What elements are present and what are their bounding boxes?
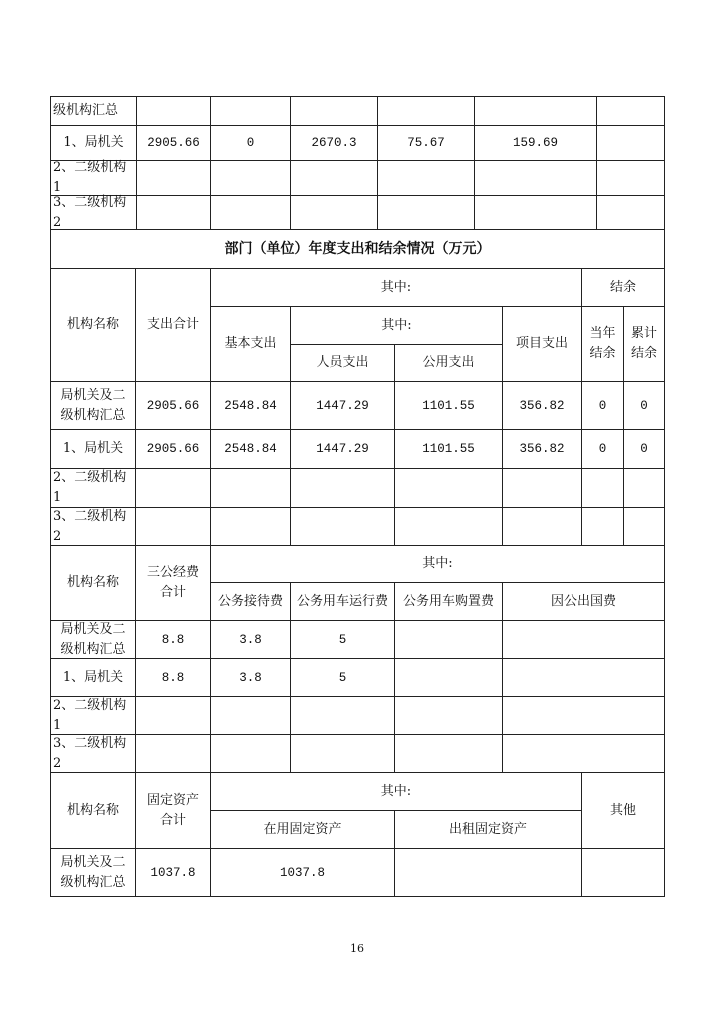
table-cell: 2548.84 (210, 429, 291, 469)
table-cell (135, 696, 211, 735)
header-public: 公用支出 (394, 344, 503, 382)
header-of-which: 其中: (210, 545, 665, 583)
header-personnel: 人员支出 (290, 344, 395, 382)
table-cell: 0 (623, 429, 665, 469)
header-of-which: 其中: (210, 772, 582, 811)
header-leased: 出租固定资产 (394, 810, 582, 849)
table-cell (502, 468, 582, 508)
table-cell (623, 468, 665, 508)
table-cell (290, 734, 395, 773)
table-cell (136, 160, 211, 196)
table-cell (210, 96, 291, 126)
row-label: 3、二级机构 2 (50, 195, 137, 230)
table-cell (210, 507, 291, 546)
table-cell (290, 468, 395, 508)
row-label: 1、局机关 (50, 125, 137, 161)
header-overseas: 因公出国费 (502, 582, 665, 621)
page-number: 16 (350, 942, 364, 955)
table-cell (394, 848, 582, 897)
header-in-use: 在用固定资产 (210, 810, 395, 849)
table-cell: 0 (581, 381, 624, 430)
table-cell: 2905.66 (135, 429, 211, 469)
table-cell (135, 468, 211, 508)
header-org-name: 机构名称 (50, 545, 136, 621)
table-cell (502, 734, 665, 773)
table-cell (290, 160, 378, 196)
header-project: 项目支出 (502, 306, 582, 382)
header-total: 固定资产 合计 (135, 772, 211, 849)
row-label: 2、二级机构 1 (50, 696, 136, 735)
table-cell: 2905.66 (136, 125, 211, 161)
header-vehicle-purchase: 公务用车购置费 (394, 582, 503, 621)
table-cell (581, 468, 624, 508)
table-cell (394, 468, 503, 508)
table-cell (474, 96, 597, 126)
table-cell (290, 195, 378, 230)
header-of-which: 其中: (210, 268, 582, 307)
header-basic: 基本支出 (210, 306, 291, 382)
header-balance: 结余 (581, 268, 665, 307)
header-org-name: 机构名称 (50, 268, 136, 382)
table-cell (394, 620, 503, 659)
table-cell: 8.8 (135, 620, 211, 659)
table-cell (290, 507, 395, 546)
table-cell (377, 160, 475, 196)
table-cell: 2670.3 (290, 125, 378, 161)
row-label: 局机关及二 级机构汇总 (50, 848, 136, 897)
table-cell: 0 (623, 381, 665, 430)
table-cell: 0 (581, 429, 624, 469)
table-cell: 1037.8 (210, 848, 395, 897)
table-cell (581, 848, 665, 897)
table-cell (596, 125, 665, 161)
section-title: 部门（单位）年度支出和结余情况（万元） (50, 229, 665, 269)
row-label: 局机关及二 级机构汇总 (50, 620, 136, 659)
table-cell (596, 96, 665, 126)
table-cell: 3.8 (210, 658, 291, 697)
table-cell (502, 658, 665, 697)
table-cell: 2548.84 (210, 381, 291, 430)
table-cell (136, 195, 211, 230)
header-current-balance: 当年 结余 (581, 306, 624, 382)
table-cell (210, 195, 291, 230)
table-cell: 0 (210, 125, 291, 161)
header-total: 三公经费 合计 (135, 545, 211, 621)
header-other: 其他 (581, 772, 665, 849)
row-label: 级机构汇总 (50, 96, 137, 126)
row-label: 2、二级机构 1 (50, 468, 136, 508)
table-cell (596, 195, 665, 230)
table-cell: 1037.8 (135, 848, 211, 897)
table-cell: 5 (290, 620, 395, 659)
table-cell (136, 96, 211, 126)
table-cell (502, 620, 665, 659)
table-cell (377, 195, 475, 230)
header-of-which-sub: 其中: (290, 306, 503, 345)
table-cell: 75.67 (377, 125, 475, 161)
table-cell (474, 195, 597, 230)
table-cell (581, 507, 624, 546)
table-cell (502, 507, 582, 546)
row-label: 3、二级机构 2 (50, 507, 136, 546)
table-cell (290, 96, 378, 126)
header-reception: 公务接待费 (210, 582, 291, 621)
header-vehicle-operation: 公务用车运行费 (290, 582, 395, 621)
table-cell (623, 507, 665, 546)
table-cell (135, 507, 211, 546)
table-cell: 1447.29 (290, 381, 395, 430)
header-total: 支出合计 (135, 268, 211, 382)
table-cell (394, 696, 503, 735)
table-cell (474, 160, 597, 196)
table-cell: 1447.29 (290, 429, 395, 469)
row-label: 1、局机关 (50, 658, 136, 697)
header-org-name: 机构名称 (50, 772, 136, 849)
table-cell (210, 696, 291, 735)
table-cell (210, 160, 291, 196)
table-cell (394, 734, 503, 773)
table-cell: 356.82 (502, 429, 582, 469)
table-cell (210, 734, 291, 773)
table-cell: 8.8 (135, 658, 211, 697)
table-cell (210, 468, 291, 508)
table-cell: 5 (290, 658, 395, 697)
table-cell (135, 734, 211, 773)
table-cell (290, 696, 395, 735)
table-cell: 2905.66 (135, 381, 211, 430)
header-cumulative-balance: 累计 结余 (623, 306, 665, 382)
table-cell: 3.8 (210, 620, 291, 659)
table-cell (394, 507, 503, 546)
table-cell: 159.69 (474, 125, 597, 161)
table-cell (377, 96, 475, 126)
table-cell: 1101.55 (394, 381, 503, 430)
row-label: 1、局机关 (50, 429, 136, 469)
row-label: 2、二级机构 1 (50, 160, 137, 196)
row-label: 3、二级机构 2 (50, 734, 136, 773)
table-cell (394, 658, 503, 697)
table-cell: 356.82 (502, 381, 582, 430)
row-label: 局机关及二 级机构汇总 (50, 381, 136, 430)
table-cell: 1101.55 (394, 429, 503, 469)
table-cell (596, 160, 665, 196)
table-cell (502, 696, 665, 735)
